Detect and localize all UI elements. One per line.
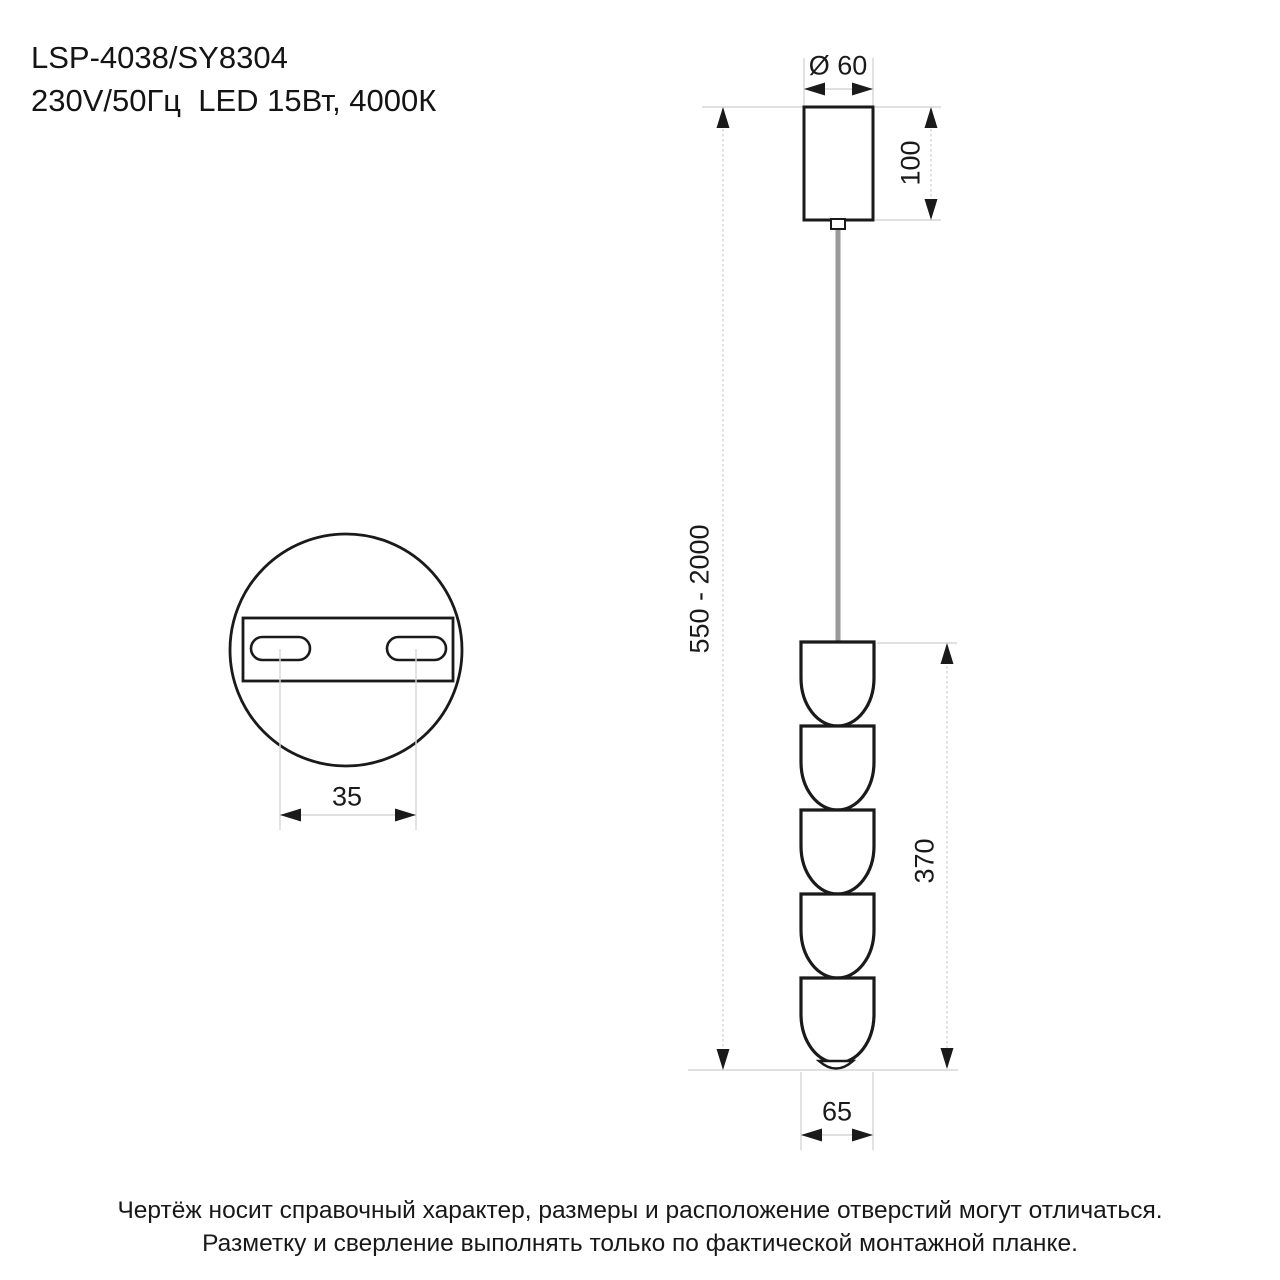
product-model: LSP-4038/SY8304 (31, 40, 288, 75)
diffuser-lens (819, 1061, 853, 1069)
arrow-65-left-icon (801, 1129, 822, 1142)
arrow-65-right-icon (852, 1129, 873, 1142)
arrow-suspension-bottom-icon (717, 1049, 730, 1070)
arrow-d60-right-icon (852, 83, 873, 96)
shade-bead-1 (801, 642, 874, 726)
shade-bead-2 (801, 726, 874, 810)
arrow-suspension-top-icon (717, 107, 730, 128)
dim-label-shade-width: 65 (821, 1096, 853, 1127)
footer-notes (0, 1194, 1280, 1260)
shade-bead-4 (801, 894, 874, 978)
product-specs: 230V/50Гц LED 15Вт, 4000К (31, 83, 437, 118)
note-line-1: Чертёж носит справочный характер, размеры и расположение отверстий могут отличаться. (117, 1197, 1163, 1224)
arrow-d60-left-icon (804, 83, 825, 96)
note-line-2: Разметку и сверление выполнять только по фактической монтажной планке. (202, 1230, 1078, 1257)
dim-label-shade-height: 370 (909, 838, 940, 884)
arrow-100-bottom-icon (925, 199, 938, 220)
dim-label-suspension-range: 550 - 2000 (684, 524, 715, 654)
dim-label-hole-spacing: 35 (331, 781, 363, 812)
arrow-370-top-icon (941, 643, 954, 664)
arrow-35-left-icon (280, 809, 301, 822)
shade-bead-3 (801, 810, 874, 894)
arrow-370-bottom-icon (941, 1048, 954, 1069)
shade-bead-5 (801, 978, 874, 1063)
mounting-plate-detail (230, 534, 462, 766)
title-block (31, 36, 436, 122)
ceiling-canopy (804, 107, 873, 220)
arrow-35-right-icon (395, 809, 416, 822)
arrow-100-top-icon (925, 107, 938, 128)
dim-label-canopy-height: 100 (895, 140, 926, 186)
cable-gland (831, 219, 845, 229)
dim-label-canopy-diameter: Ø 60 (808, 50, 868, 81)
